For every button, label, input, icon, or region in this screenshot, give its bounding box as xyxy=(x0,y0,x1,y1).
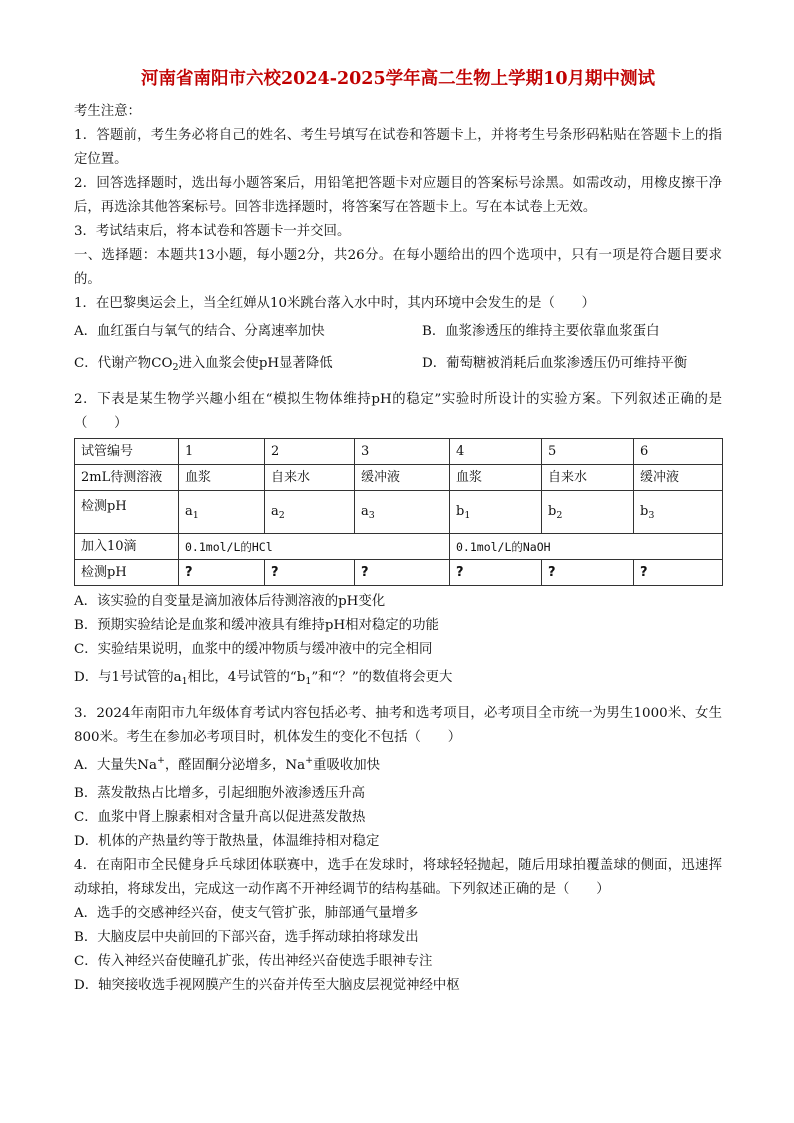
table-row xyxy=(75,534,723,560)
table-cell: 检测pH xyxy=(75,491,179,534)
question-stem: 1．在巴黎奥运会上，当全红婵从10米跳台落入水中时，其内环境中会发生的是（ ） xyxy=(74,296,596,311)
table-cell: ? xyxy=(542,560,634,586)
option-d: D．轴突接收选手视网膜产生的兴奋并传至大脑皮层视觉神经中枢 xyxy=(74,978,460,993)
table-cell: $a_3$ xyxy=(355,491,450,534)
table-cell: 血浆 xyxy=(179,465,265,491)
table-row xyxy=(75,560,723,586)
table-cell: 血浆 xyxy=(450,465,542,491)
question-3 xyxy=(74,702,722,854)
table-row xyxy=(75,465,723,491)
table-cell: 5 xyxy=(542,439,634,465)
table-cell: 1 xyxy=(179,439,265,465)
question-2 xyxy=(74,388,722,694)
option-c: C．代谢产物$CO_2$进入血浆会使pH显著降低 xyxy=(74,356,333,373)
table-cell: ? xyxy=(355,560,450,586)
table-cell: ? xyxy=(634,560,723,586)
table-cell: 缓冲液 xyxy=(634,465,723,491)
option-a: A．该实验的自变量是滴加液体后待测溶液的pH变化 xyxy=(74,594,386,609)
experiment-table xyxy=(74,438,723,586)
table-cell: 3 xyxy=(355,439,450,465)
table-cell: $a_2$ xyxy=(265,491,355,534)
section-heading: 一、选择题：本题共13小题，每小题2分，共26分。在每小题给出的四个选项中，只有一项是符合题目要求的。 xyxy=(74,248,722,287)
option-d: D．与1号试管的$a_1$相比，4号试管的“$b_1$”和“？”的数值将会更大 xyxy=(74,670,453,687)
table-cell: $b_3$ xyxy=(634,491,723,534)
table-cell: 0.1mol/L的HCl xyxy=(179,534,450,560)
option-b: B．血浆渗透压的维持主要依靠血浆蛋白 xyxy=(422,324,660,339)
table-cell: 自来水 xyxy=(542,465,634,491)
notice-item: 3．考试结束后，将本试卷和答题卡一并交回。 xyxy=(74,224,351,239)
option-b: B．预期实验结论是血浆和缓冲液具有维持pH相对稳定的功能 xyxy=(74,618,439,633)
table-cell: $a_1$ xyxy=(179,491,265,534)
option-d: D．葡萄糖被消耗后血浆渗透压仍可维持平衡 xyxy=(422,356,688,371)
table-cell: $b_2$ xyxy=(542,491,634,534)
table-cell: 试管编号 xyxy=(75,439,179,465)
option-d: D．机体的产热量约等于散热量，体温维持相对稳定 xyxy=(74,834,380,849)
question-stem: 2．下表是某生物学兴趣小组在“模拟生物体维持pH的稳定”实验时所设计的实验方案。下列叙述正确的是（ ） xyxy=(74,392,722,431)
table-cell: 2 xyxy=(265,439,355,465)
table-cell: 加入10滴 xyxy=(75,534,179,560)
option-a: A．血红蛋白与氧气的结合、分离速率加快 xyxy=(74,324,325,339)
option-c: C．实验结果说明，血浆中的缓冲物质与缓冲液中的完全相同 xyxy=(74,642,433,657)
notice-heading: 考生注意： xyxy=(74,104,141,119)
notice-item: 2．回答选择题时，选出每小题答案后，用铅笔把答题卡对应题目的答案标号涂黑。如需改动，用橡皮擦干净后，再选涂其他答案标号。回答非选择题时，将答案写在答题卡上。写在本试卷上无效。 xyxy=(74,176,722,215)
table-cell: ? xyxy=(265,560,355,586)
exam-title: 河南省南阳市六校2024-2025学年高二生物上学期10月期中测试 xyxy=(140,69,656,89)
option-c: C．血浆中肾上腺素相对含量升高以促进蒸发散热 xyxy=(74,810,366,825)
notice-block xyxy=(74,100,722,244)
table-cell: $b_1$ xyxy=(450,491,542,534)
table-cell: 6 xyxy=(634,439,723,465)
notice-item: 1．答题前，考生务必将自己的姓名、考生号填写在试卷和答题卡上，并将考生号条形码粘贴在答题卡上的指定位置。 xyxy=(74,128,722,167)
table-cell: 检测pH xyxy=(75,560,179,586)
option-b: B．蒸发散热占比增多，引起细胞外液渗透压升高 xyxy=(74,786,366,801)
table-cell: 4 xyxy=(450,439,542,465)
table-cell: ? xyxy=(450,560,542,586)
table-cell: 0.1mol/L的NaOH xyxy=(450,534,723,560)
table-row xyxy=(75,439,723,465)
option-a: A．选手的交感神经兴奋，使支气管扩张，肺部通气量增多 xyxy=(74,906,419,921)
question-4 xyxy=(74,854,722,998)
option-b: B．大脑皮层中央前回的下部兴奋，选手挥动球拍将球发出 xyxy=(74,930,419,945)
table-row xyxy=(75,491,723,534)
option-a: A．大量失Na+，醛固酮分泌增多，Na+重吸收加快 xyxy=(74,755,381,773)
table-cell: 2mL待测溶液 xyxy=(75,465,179,491)
table-cell: 缓冲液 xyxy=(355,465,450,491)
question-stem: 4．在南阳市全民健身乒乓球团体联赛中，选手在发球时，将球轻轻抛起，随后用球拍覆盖球的侧面，迅速挥动球拍，将球发出，完成这一动作离不开神经调节的结构基础。下列叙述正确的是（ ） xyxy=(74,858,722,897)
question-stem: 3．2024年南阳市九年级体育考试内容包括必考、抽考和选考项目，必考项目全市统一为男生1000米、女生800米。考生在参加必考项目时，机体发生的变化不包括（ ） xyxy=(74,706,722,745)
question-1 xyxy=(74,292,722,380)
exam-page xyxy=(74,64,722,998)
table-cell: ? xyxy=(179,560,265,586)
option-c: C．传入神经兴奋使瞳孔扩张，传出神经兴奋使选手眼神专注 xyxy=(74,954,433,969)
table-cell: 自来水 xyxy=(265,465,355,491)
